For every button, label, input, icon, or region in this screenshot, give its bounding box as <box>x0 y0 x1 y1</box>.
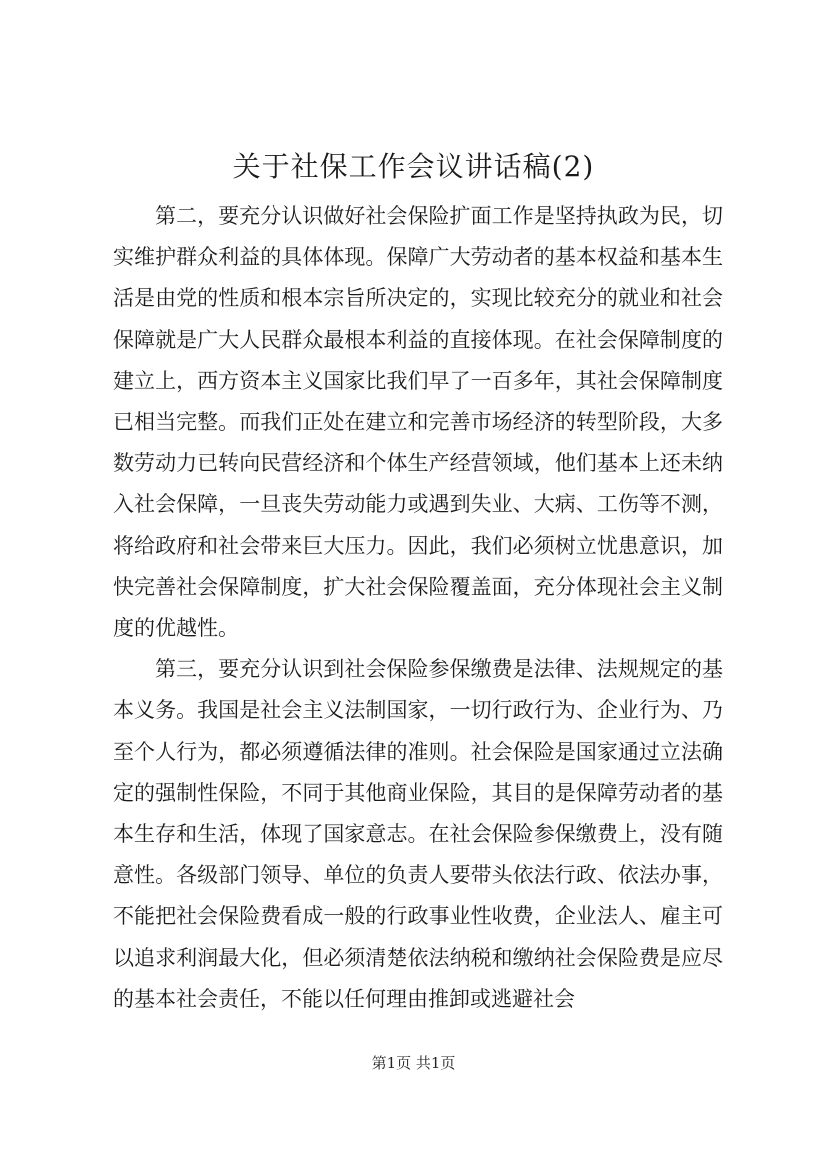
document-body <box>113 196 723 1020</box>
paragraph-third-point: 第三，要充分认识到社会保险参保缴费是法律、法规规定的基本义务。我国是社会主义法制国家，一切行政行为、企业行为、乃至个人行为，都必须遵循法律的准则。社会保险是国家通过立法确定的强制性保险，不同于其他商业保险，其目的是保障劳动者的基本生存和生活，体现了国家意志。在社会保险参保缴费上，没有随意性。各级部门领导、单位的负责人要带头依法行政、依法办事，不能把社会保险费看成一般的行政事业性收费，企业法人、雇主可以追求利润最大化，但必须清楚依法纳税和缴纳社会保险费是应尽的基本社会责任，不能以任何理由推卸或逃避社会 <box>113 657 723 1011</box>
paragraph-second-point: 第二，要充分认识做好社会保险扩面工作是坚持执政为民，切实维护群众利益的具体体现。保障广大劳动者的基本权益和基本生活是由党的性质和根本宗旨所决定的，实现比较充分的就业和社会保障就是广大人民群众最根本利益的直接体现。在社会保障制度的建立上，西方资本主义国家比我们早了一百多年，其社会保障制度已相当完整。而我们正处在建立和完善市场经济的转型阶段，大多数劳动力已转向民营经济和个体生产经营领域，他们基本上还未纳入社会保障，一旦丧失劳动能力或遇到失业、大病、工伤等不测，将给政府和社会带来巨大压力。因此，我们必须树立忧患意识，加快完善社会保障制度，扩大社会保险覆盖面，充分体现社会主义制度的优越性。 <box>113 204 723 641</box>
page-footer: 第1页 共1页 <box>371 1054 456 1072</box>
document-title: 关于社保工作会议讲话稿(2) <box>232 150 595 183</box>
